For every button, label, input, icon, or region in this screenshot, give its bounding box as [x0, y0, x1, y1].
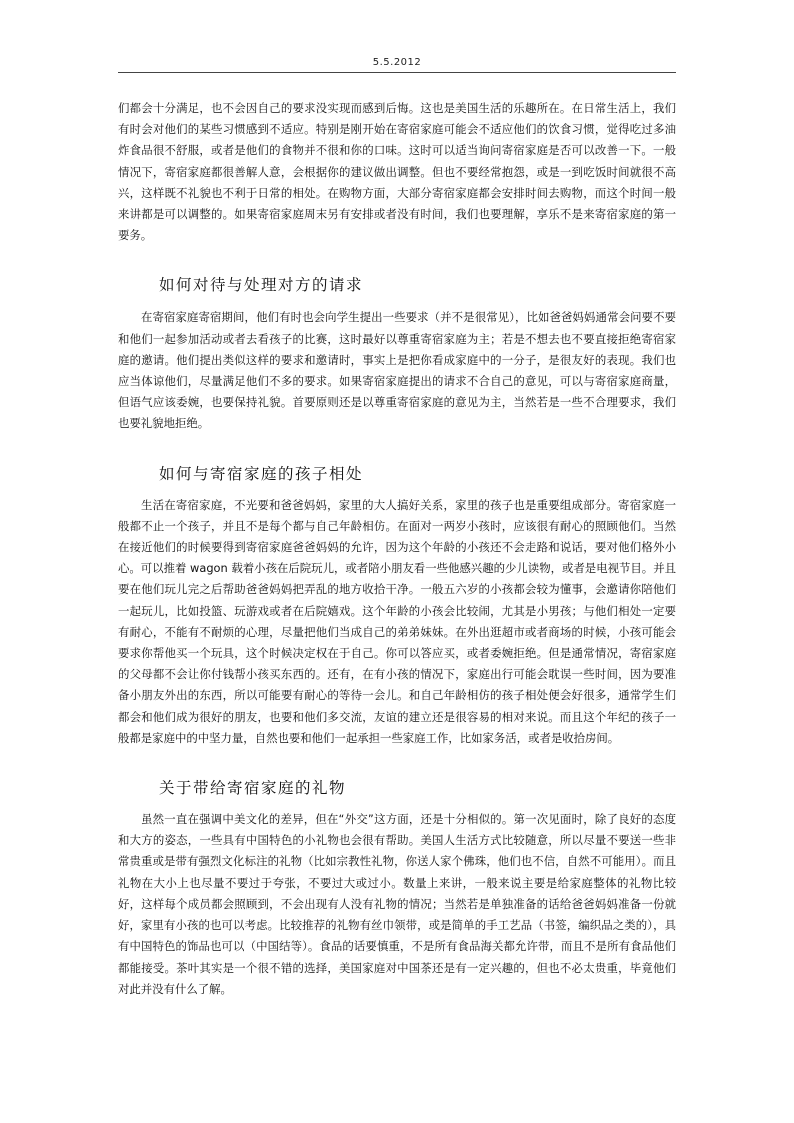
header-rule	[118, 72, 676, 73]
section-heading-children: 如何与寄宿家庭的孩子相处	[159, 464, 364, 483]
children-paragraph: 生活在寄宿家庭，不光要和爸爸妈妈，家里的大人搞好关系，家里的孩子也是重要组成部分。寄宿家庭一般都不止一个孩子，并且不是每个都与自己年龄相仿。在面对一两岁小孩时，应该很有耐心的照顾他们。当然在接近他们的时候要得到寄宿家庭爸爸妈妈的允许，因为这个年龄的小孩还不会走路和说话，要对他们格外小心。可以推着 wagon 载着小孩在后院玩儿，或者陪小朋友看一些他感兴趣的少儿读物，或者是电视节目。并且要在他们玩儿完之后帮助爸爸妈妈把弄乱的地方收拾干净。一般五六岁的小孩都会较为懂事，会邀请你陪他们一起玩儿，比如投篮、玩游戏或者在后院嬉戏。这个年龄的小孩会比较闹，尤其是小男孩；与他们相处一定要有耐心，不能有不耐烦的心理，尽量把他们当成自己的弟弟妹妹。在外出逛超市或者商场的时候，小孩可能会要求你帮他买一个玩具，这个时候决定权在于自己。你可以答应买，或者委婉拒绝。但是通常情况，寄宿家庭的父母都不会让你付钱帮小孩买东西的。还有，在有小孩的情况下，家庭出行可能会耽误一些时间，因为要准备小朋友外出的东西，所以可能要有耐心的等待一会儿。和自己年龄相仿的孩子相处便会好很多，通常学生们都会和他们成为很好的朋友，也要和他们多交流，友谊的建立还是很容易的相对来说。而且这个年纪的孩子一般都是家庭中的中坚力量，自然也要和他们一起承担一些家庭工作，比如家务活，或者是收拾房间。	[118, 497, 676, 745]
document-body	[118, 98, 676, 1000]
intro-paragraph: 们都会十分满足，也不会因自己的要求没实现而感到后悔。这也是美国生活的乐趣所在。在日常生活上，我们有时会对他们的某些习惯感到不适应。特别是刚开始在寄宿家庭可能会不适应他们的饮食习惯，觉得吃过多油炸食品很不舒服，或者是他们的食物并不很和你的口味。这时可以适当询问寄宿家庭是否可以改善一下。一般情况下，寄宿家庭都很善解人意，会根据你的建议做出调整。但也不要经常抱怨，或是一到吃饭时间就很不高兴，这样既不礼貌也不利于日常的相处。在购物方面，大部分寄宿家庭都会安排时间去购物，而这个时间一般来讲都是可以调整的。如果寄宿家庭周末另有安排或者没有时间，我们也要理解，享乐不是来寄宿家庭的第一要务。	[118, 101, 676, 243]
header-date: 5.5.2012	[372, 57, 422, 68]
requests-paragraph: 在寄宿家庭寄宿期间，他们有时也会向学生提出一些要求（并不是很常见），比如爸爸妈妈通常会问要不要和他们一起参加活动或者去看孩子的比赛，这时最好以尊重寄宿家庭为主；若是不想去也不要直接拒绝寄宿家庭的邀请。他们提出类似这样的要求和邀请时，事实上是把你看成家庭中的一分子，是很友好的表现。我们也应当体谅他们，尽量满足他们不多的要求。如果寄宿家庭提出的请求不合自己的意见，可以与寄宿家庭商量，但语气应该委婉，也要保持礼貌。首要原则还是以尊重寄宿家庭的意见为主，当然若是一些不合理要求，我们也要礼貌地拒绝。	[118, 310, 676, 431]
section-heading-requests: 如何对待与处理对方的请求	[159, 276, 364, 295]
gifts-paragraph: 虽然一直在强调中美文化的差异，但在“外交”这方面，还是十分相似的。第一次见面时，除了良好的态度和大方的姿态，一些具有中国特色的小礼物也会很有帮助。美国人生活方式比较随意，所以尽量不要送一些非常贵重或是带有强烈文化标注的礼物（比如宗教性礼物，你送人家个佛珠，他们也不信，自然不可能用）。而且礼物在大小上也尽量不要过于夸张，不要过大或过小。数量上来讲，一般来说主要是给家庭整体的礼物比较好，这样每个成员都会照顾到，不会出现有人没有礼物的情况；当然若是单独准备的话给爸爸妈妈准备一份就好，家里有小孩的也可以考虑。比较推荐的礼物有丝巾领带，或是简单的手工艺品（书签，编织品之类的），具有中国特色的饰品也可以（中国结等）。食品的话要慎重，不是所有食品海关都允许带，而且不是所有食品他们都能接受。茶叶其实是一个很不错的选择，美国家庭对中国茶还是有一定兴趣的，但也不必太贵重，毕竟他们对此并没有什么了解。	[118, 812, 676, 996]
section-heading-gifts: 关于带给寄宿家庭的礼物	[159, 779, 347, 798]
